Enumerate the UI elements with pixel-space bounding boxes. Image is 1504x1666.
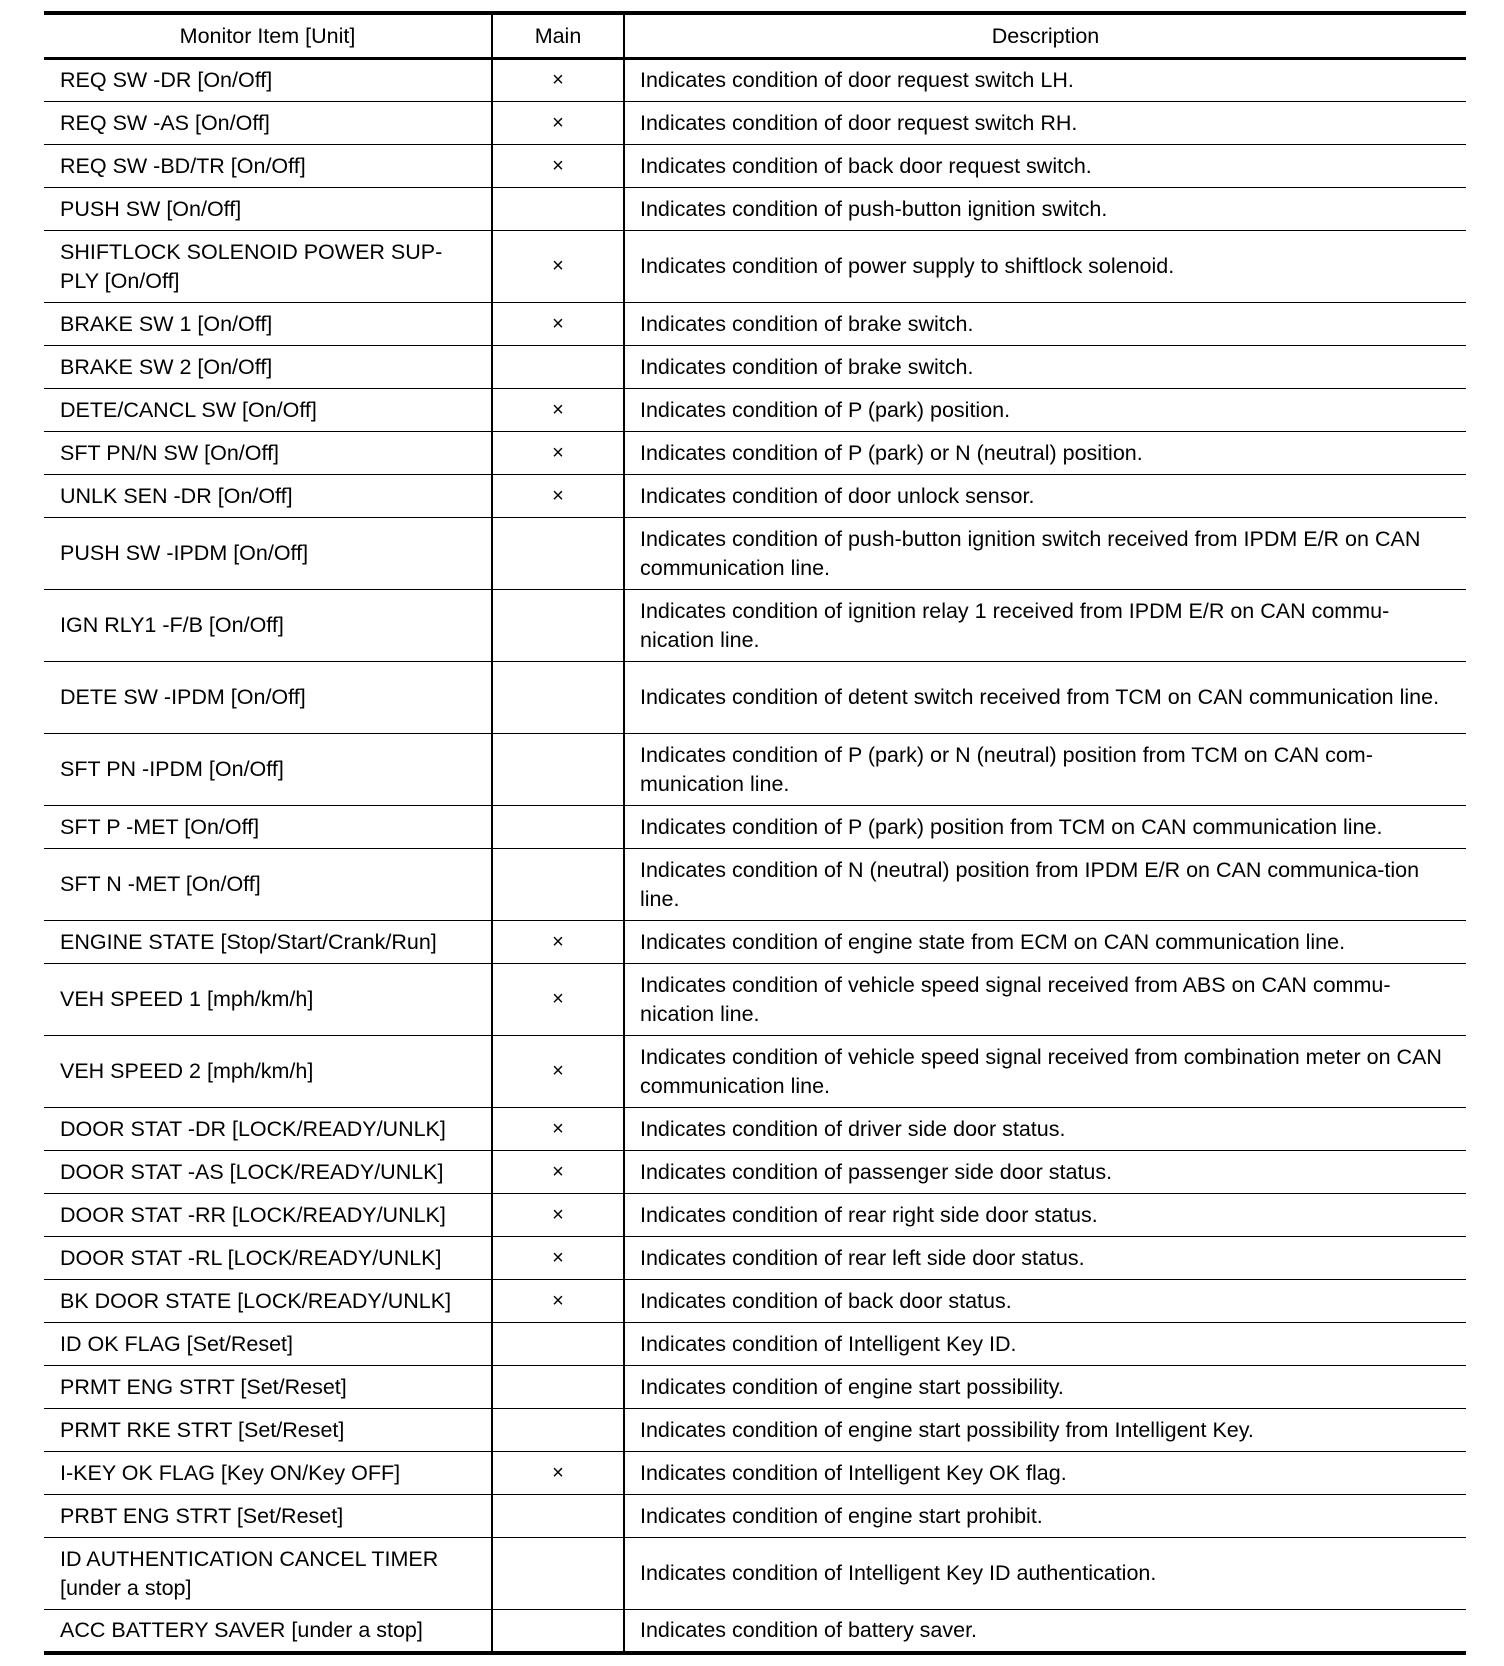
description-cell: Indicates condition of power supply to shiftlock solenoid. [624,231,1466,303]
monitor-item-cell: DOOR STAT -RR [LOCK/READY/UNLK] [44,1194,492,1237]
table-row [44,518,1466,590]
monitor-item-cell: IGN RLY1 -F/B [On/Off] [44,590,492,662]
table-row [44,59,1466,102]
main-cell [492,1409,624,1452]
table-row [44,102,1466,145]
description-cell: Indicates condition of rear left side door status. [624,1237,1466,1280]
monitor-item-table [44,11,1466,1655]
table-row [44,346,1466,389]
main-cell [492,806,624,849]
monitor-item-cell: UNLK SEN -DR [On/Off] [44,475,492,518]
monitor-item-cell: I-KEY OK FLAG [Key ON/Key OFF] [44,1452,492,1495]
table-row [44,964,1466,1036]
description-cell: Indicates condition of back door request switch. [624,145,1466,188]
description-cell: Indicates condition of door request switch LH. [624,59,1466,102]
monitor-item-cell: REQ SW -AS [On/Off] [44,102,492,145]
header-main: Main [492,13,624,59]
main-cell: × [492,1194,624,1237]
main-cell: × [492,389,624,432]
main-cell [492,1610,624,1653]
description-cell: Indicates condition of P (park) position. [624,389,1466,432]
main-cell: × [492,964,624,1036]
monitor-item-cell: ID AUTHENTICATION CANCEL TIMER [under a stop] [44,1538,492,1610]
table-row [44,590,1466,662]
monitor-item-cell: VEH SPEED 2 [mph/km/h] [44,1036,492,1108]
main-cell [492,662,624,734]
monitor-item-cell: SHIFTLOCK SOLENOID POWER SUP-PLY [On/Off] [44,231,492,303]
main-cell: × [492,145,624,188]
monitor-item-cell: DETE SW -IPDM [On/Off] [44,662,492,734]
table-row [44,806,1466,849]
table-row [44,1151,1466,1194]
main-cell [492,1323,624,1366]
monitor-item-cell: SFT PN/N SW [On/Off] [44,432,492,475]
monitor-item-cell: DETE/CANCL SW [On/Off] [44,389,492,432]
description-cell: Indicates condition of rear right side door status. [624,1194,1466,1237]
main-cell [492,346,624,389]
table-row [44,1409,1466,1452]
table-row [44,432,1466,475]
main-cell: × [492,1452,624,1495]
main-cell [492,1538,624,1610]
monitor-item-cell: PUSH SW -IPDM [On/Off] [44,518,492,590]
monitor-item-cell: PRMT ENG STRT [Set/Reset] [44,1366,492,1409]
description-cell: Indicates condition of door unlock sensor. [624,475,1466,518]
main-cell: × [492,59,624,102]
table-row [44,1495,1466,1538]
table-header [44,13,1466,59]
description-cell: Indicates condition of ignition relay 1 received from IPDM E/R on CAN commu-nication line. [624,590,1466,662]
description-cell: Indicates condition of door request switch RH. [624,102,1466,145]
main-cell [492,188,624,231]
table-row [44,188,1466,231]
table-row [44,145,1466,188]
main-cell: × [492,1036,624,1108]
table-row [44,1237,1466,1280]
description-cell: Indicates condition of brake switch. [624,346,1466,389]
monitor-item-cell: DOOR STAT -DR [LOCK/READY/UNLK] [44,1108,492,1151]
description-cell: Indicates condition of vehicle speed signal received from ABS on CAN commu-nication line. [624,964,1466,1036]
table-body [44,59,1466,1653]
main-cell: × [492,475,624,518]
monitor-item-cell: BRAKE SW 1 [On/Off] [44,303,492,346]
description-cell: Indicates condition of P (park) or N (neutral) position from TCM on CAN com-munication line. [624,734,1466,806]
main-cell: × [492,303,624,346]
monitor-item-cell: SFT N -MET [On/Off] [44,849,492,921]
table-row [44,389,1466,432]
table-row [44,734,1466,806]
description-cell: Indicates condition of Intelligent Key ID authentication. [624,1538,1466,1610]
monitor-item-cell: REQ SW -DR [On/Off] [60,68,273,92]
main-cell: × [492,102,624,145]
main-cell: × [492,921,624,964]
description-cell: Indicates condition of engine start possibility. [624,1366,1466,1409]
main-cell: × [492,231,624,303]
main-cell [492,849,624,921]
main-cell: × [492,1108,624,1151]
table-row [44,1366,1466,1409]
description-cell: Indicates condition of battery saver. [624,1610,1466,1653]
main-cell: × [492,1151,624,1194]
monitor-item-cell: REQ SW -BD/TR [On/Off] [44,145,492,188]
monitor-item-cell: PRMT RKE STRT [Set/Reset] [44,1409,492,1452]
monitor-item-cell: PRBT ENG STRT [Set/Reset] [44,1495,492,1538]
description-cell: Indicates condition of push-button ignition switch received from IPDM E/R on CAN communication line. [624,518,1466,590]
monitor-item-cell: SFT P -MET [On/Off] [44,806,492,849]
main-cell [492,734,624,806]
table-row [44,1108,1466,1151]
table-row [44,1194,1466,1237]
description-cell: Indicates condition of P (park) position from TCM on CAN communication line. [624,806,1466,849]
monitor-item-table-container [44,11,1466,1655]
description-cell: Indicates condition of Intelligent Key ID. [624,1323,1466,1366]
main-cell [492,518,624,590]
table-row [44,849,1466,921]
description-cell: Indicates condition of engine start possibility from Intelligent Key. [624,1409,1466,1452]
description-cell: Indicates condition of vehicle speed signal received from combination meter on CAN communication line. [624,1036,1466,1108]
main-cell: × [492,1280,624,1323]
main-cell [492,1495,624,1538]
table-row [44,1538,1466,1610]
description-cell: Indicates condition of P (park) or N (neutral) position. [624,432,1466,475]
description-cell: Indicates condition of engine start prohibit. [624,1495,1466,1538]
monitor-item-cell: ACC BATTERY SAVER [under a stop] [44,1610,492,1653]
main-cell: × [492,432,624,475]
header-description: Description [624,13,1466,59]
monitor-item-cell: SFT PN -IPDM [On/Off] [44,734,492,806]
monitor-item-cell: ID OK FLAG [Set/Reset] [44,1323,492,1366]
header-monitor-item: Monitor Item [Unit] [44,13,492,59]
table-row [44,1452,1466,1495]
table-row [44,475,1466,518]
monitor-item-cell: BK DOOR STATE [LOCK/READY/UNLK] [44,1280,492,1323]
table-row [44,921,1466,964]
description-cell: Indicates condition of engine state from ECM on CAN communication line. [624,921,1466,964]
table-row [44,1610,1466,1653]
monitor-item-cell: VEH SPEED 1 [mph/km/h] [44,964,492,1036]
monitor-item-cell: BRAKE SW 2 [On/Off] [44,346,492,389]
description-cell: Indicates condition of passenger side door status. [624,1151,1466,1194]
monitor-item-cell: ENGINE STATE [Stop/Start/Crank/Run] [44,921,492,964]
table-row [44,1036,1466,1108]
main-cell [492,590,624,662]
description-cell: Indicates condition of back door status. [624,1280,1466,1323]
description-cell: Indicates condition of push-button ignition switch. [624,188,1466,231]
table-row [44,231,1466,303]
description-cell: Indicates condition of N (neutral) position from IPDM E/R on CAN communica-tion line. [624,849,1466,921]
header-row [44,13,1466,59]
description-cell: Indicates condition of brake switch. [624,303,1466,346]
description-cell: Indicates condition of detent switch received from TCM on CAN communication line. [624,662,1466,734]
monitor-item-cell: DOOR STAT -AS [LOCK/READY/UNLK] [44,1151,492,1194]
table-row [44,303,1466,346]
main-cell: × [492,1237,624,1280]
main-cell [492,1366,624,1409]
description-cell: Indicates condition of driver side door status. [624,1108,1466,1151]
table-row [44,662,1466,734]
monitor-item-cell: DOOR STAT -RL [LOCK/READY/UNLK] [44,1237,492,1280]
monitor-item-cell: PUSH SW [On/Off] [44,188,492,231]
table-row [44,1323,1466,1366]
table-row [44,1280,1466,1323]
description-cell: Indicates condition of Intelligent Key OK flag. [624,1452,1466,1495]
